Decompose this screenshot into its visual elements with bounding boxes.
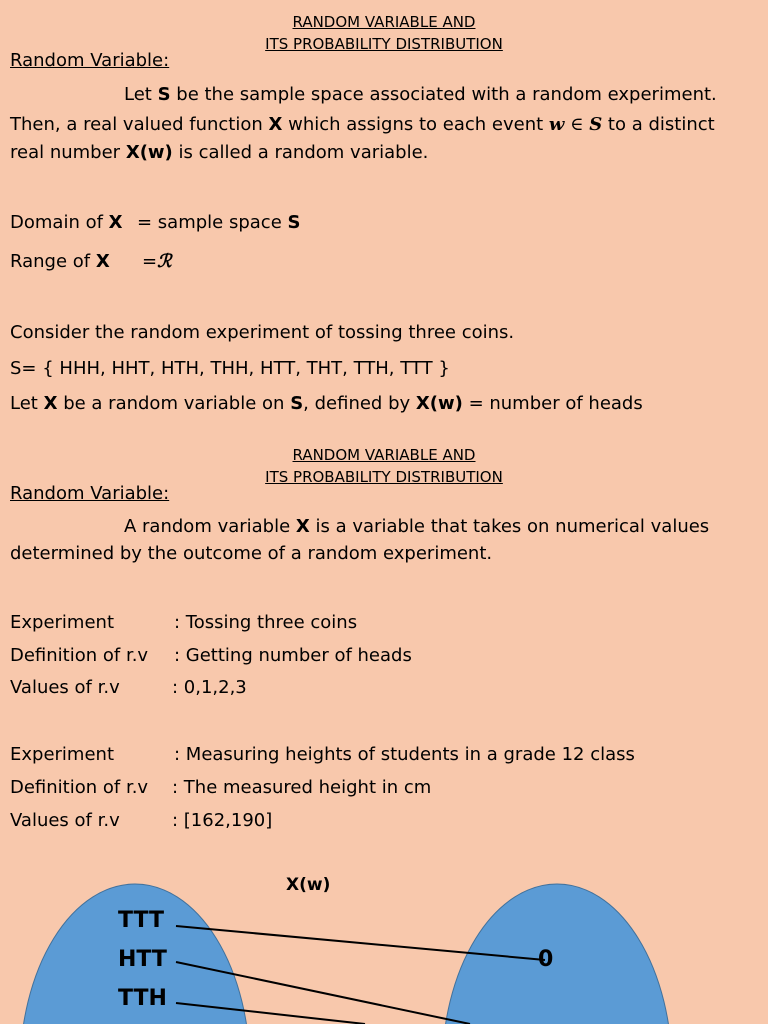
example1-values-label: Values of r.v (10, 677, 120, 698)
symbol-S: S (287, 212, 301, 233)
symbol-w: w (548, 114, 565, 135)
text-fragment: Domain of (10, 212, 109, 233)
symbol-X: X (43, 393, 58, 414)
text-fragment: be the sample space associated with a random experiment. (170, 84, 717, 105)
text-fragment: which assigns to each event (282, 114, 549, 135)
example2-definition-value: : The measured height in cm (172, 777, 432, 798)
example1-experiment-label: Experiment (10, 612, 115, 633)
slide1-title-line2: ITS PROBABILITY DISTRIBUTION (265, 35, 503, 53)
symbol-Xw: X(w) (125, 142, 173, 163)
slide1-title-line1: RANDOM VARIABLE AND (292, 13, 476, 31)
symbol-X: X (95, 251, 110, 272)
element-of-symbol: ∈ (570, 114, 584, 135)
text-fragment: Let (10, 393, 44, 414)
symbol-X: X (295, 516, 310, 537)
text-fragment: Let (124, 84, 158, 105)
range-item-0: 0 (538, 947, 554, 972)
sample-space-line: S= { HHH, HHT, HTH, THH, HTT, THT, TTH, TTT } (10, 358, 450, 379)
domain-item-htt: HTT (118, 947, 167, 972)
text-fragment: is a variable that takes on numerical values (309, 516, 710, 537)
consider-line: Consider the random experiment of tossing three coins. (10, 322, 515, 343)
example1-values-value: : 0,1,2,3 (172, 677, 247, 698)
slide1-heading: Random Variable: (10, 50, 170, 71)
example2-experiment-value: : Measuring heights of students in a grade 12 class (174, 744, 635, 765)
symbol-S-math: S (589, 114, 603, 135)
text-fragment: real number (10, 142, 126, 163)
symbol-Xw: X(w) (415, 393, 463, 414)
real-numbers-symbol: ℛ (157, 251, 172, 272)
slide2-paragraph-line2: determined by the outcome of a random experiment. (10, 543, 493, 564)
example1-definition-label: Definition of r.v (10, 645, 149, 666)
example1-definition-value: : Getting number of heads (174, 645, 412, 666)
symbol-S: S (290, 393, 304, 414)
domain-item-tth: TTH (118, 986, 167, 1011)
slide2-title-line2: ITS PROBABILITY DISTRIBUTION (265, 468, 503, 486)
text-fragment: be a random variable on (57, 393, 291, 414)
slide2-title-line1: RANDOM VARIABLE AND (292, 446, 476, 464)
function-label: X(w) (286, 875, 331, 895)
text-fragment: Range of (10, 251, 96, 272)
text-fragment: A random variable (124, 516, 296, 537)
text-fragment: Then, a real valued function (10, 114, 269, 135)
example2-values-value: : [162,190] (172, 810, 273, 831)
example1-experiment-value: : Tossing three coins (174, 612, 358, 633)
text-fragment: is called a random variable. (172, 142, 429, 163)
text-fragment: , defined by (303, 393, 416, 414)
text-fragment: to a distinct (602, 114, 715, 135)
symbol-X: X (268, 114, 283, 135)
example2-definition-label: Definition of r.v (10, 777, 149, 798)
domain-item-ttt: TTT (118, 908, 165, 933)
symbol-S: S (157, 84, 171, 105)
equals-sign: = (142, 251, 158, 272)
symbol-X: X (108, 212, 123, 233)
text-fragment: = sample space (137, 212, 288, 233)
text-fragment: = number of heads (462, 393, 643, 414)
example2-experiment-label: Experiment (10, 744, 115, 765)
example2-values-label: Values of r.v (10, 810, 120, 831)
slide2-heading: Random Variable: (10, 483, 170, 504)
